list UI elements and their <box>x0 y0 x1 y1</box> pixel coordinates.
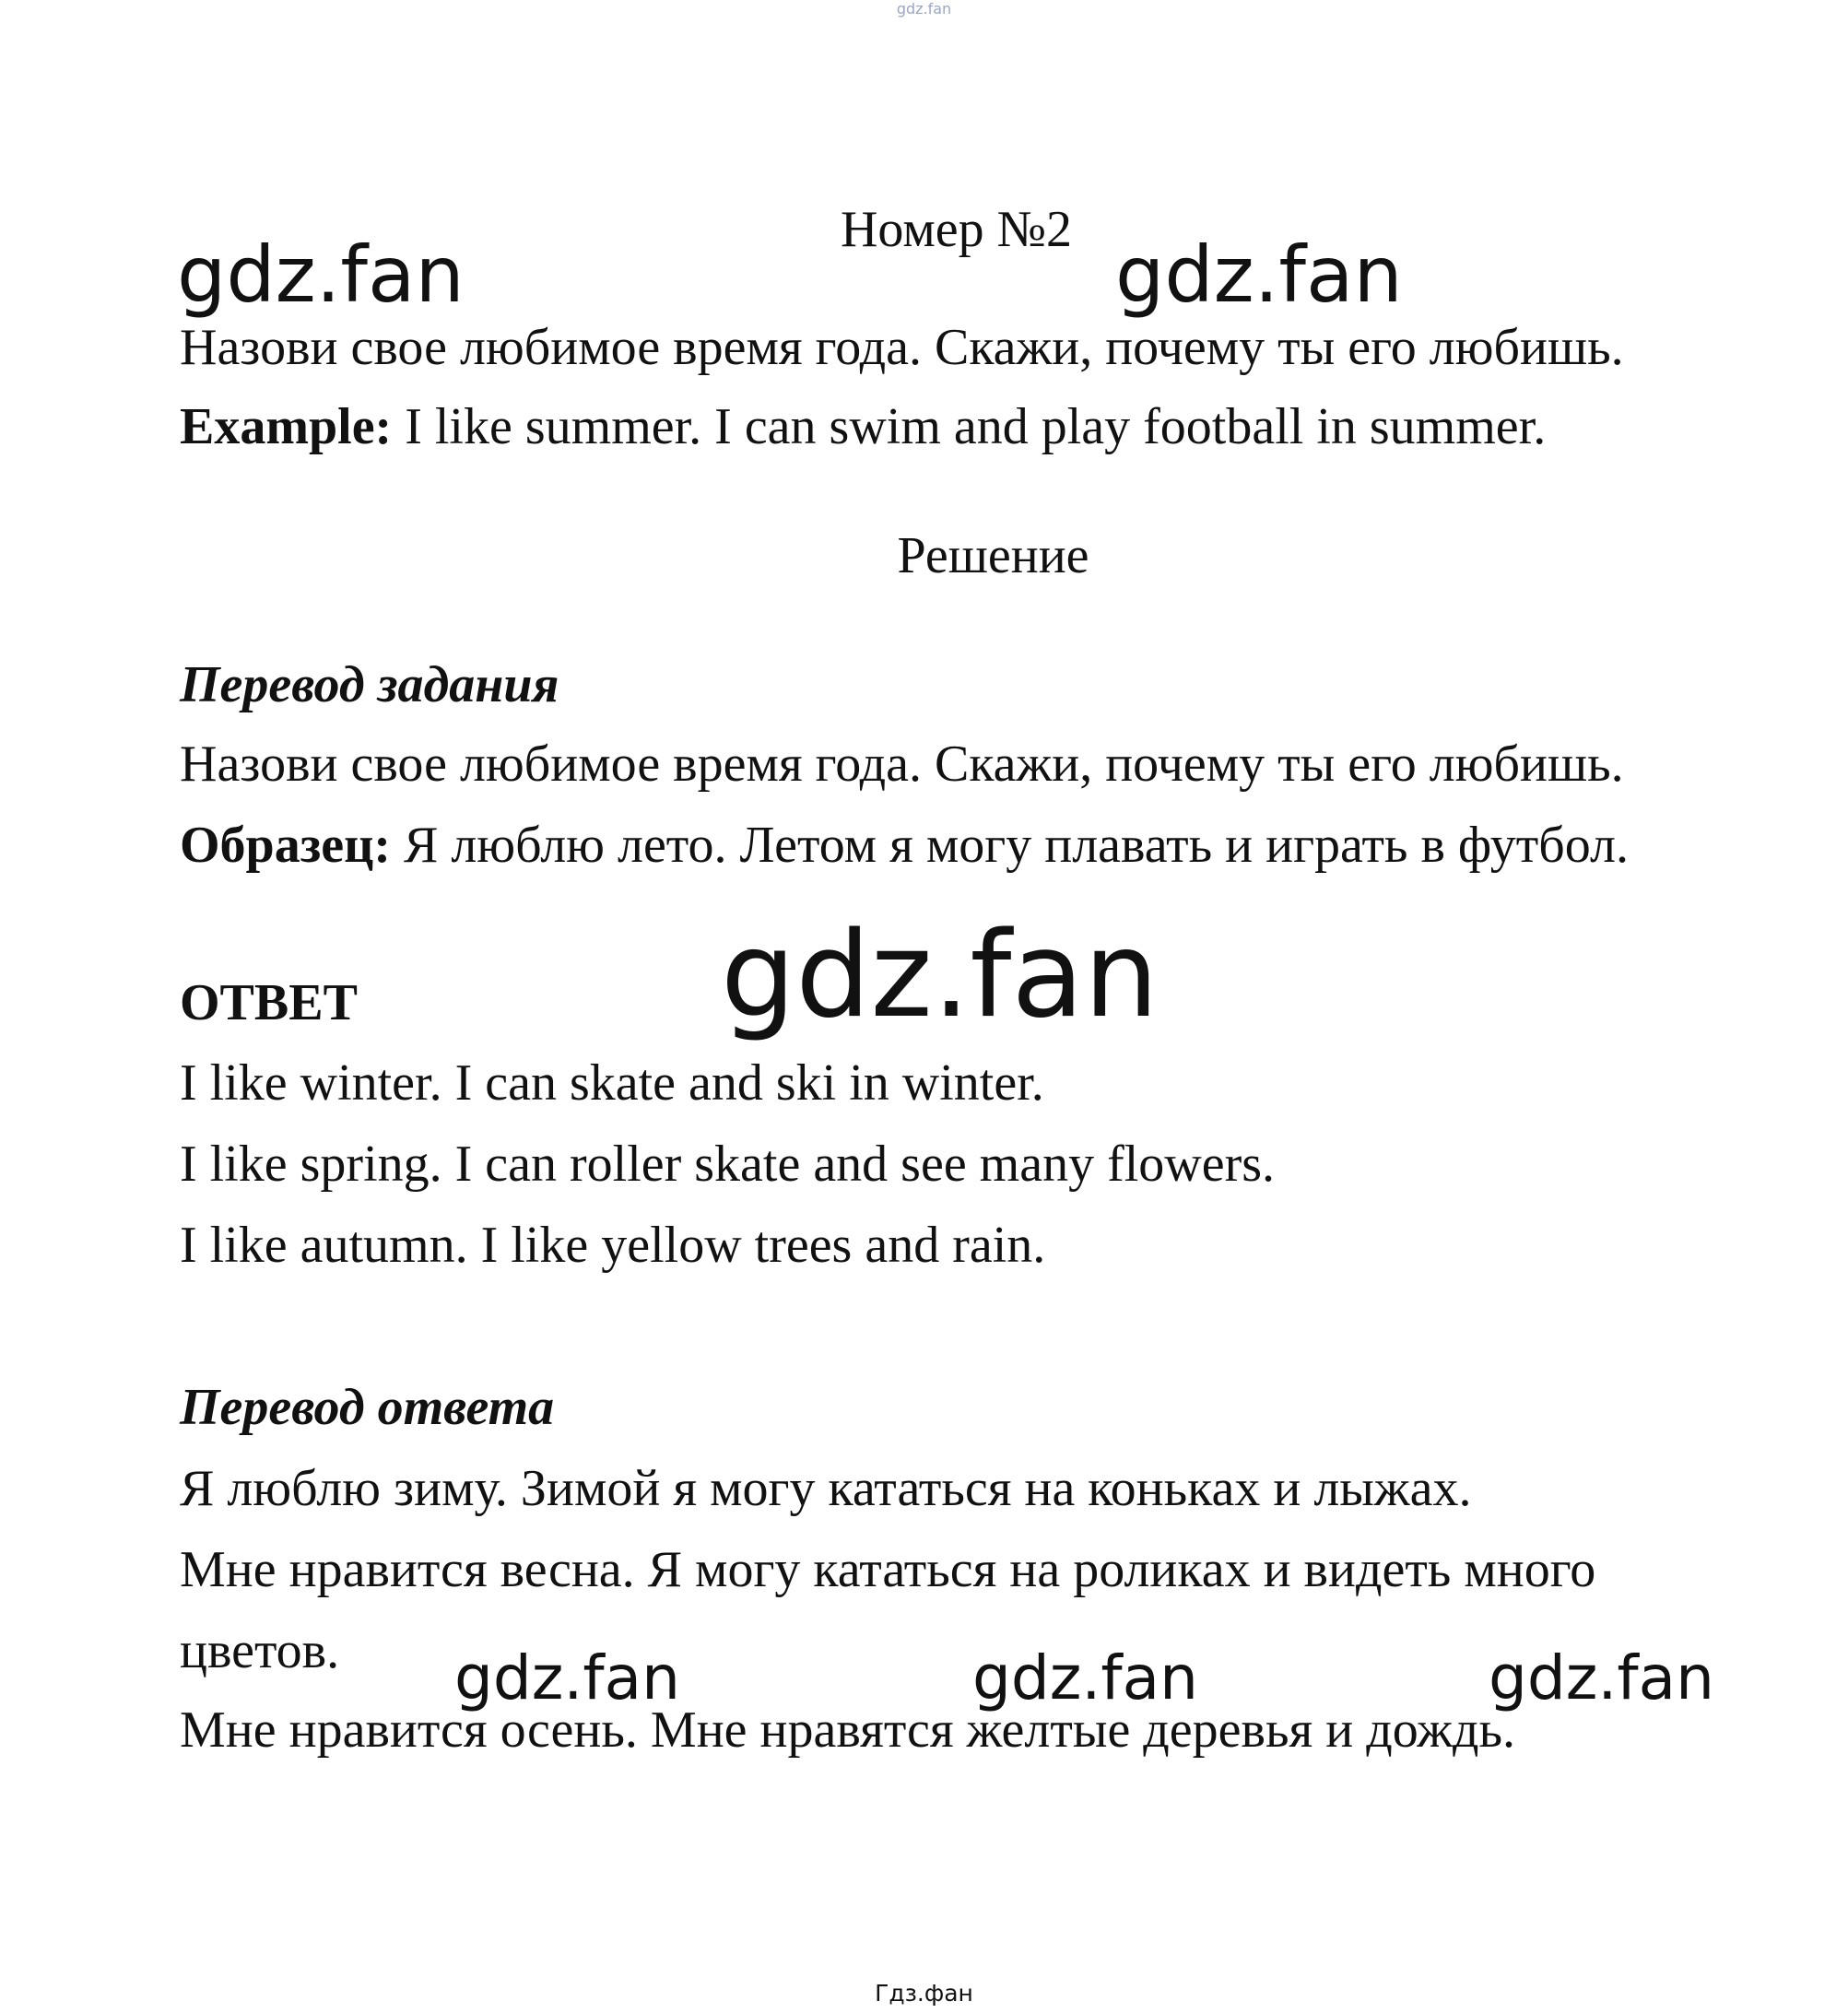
answer-translation-line: Я люблю зиму. Зимой я могу кататься на коньках и лыжах. <box>180 1460 1472 1517</box>
task-translation-text: Назови свое любимое время года. Скажи, почему ты его любишь. <box>180 736 1624 793</box>
watermark: gdz.fan <box>1115 230 1403 320</box>
answer-line: I like spring. I can roller skate and see many flowers. <box>180 1136 1276 1193</box>
watermark: gdz.fan <box>177 230 465 320</box>
sample-label: Образец: <box>180 817 391 874</box>
example-text: I like summer. I can swim and play football in summer. <box>392 398 1547 455</box>
task-translation-heading: Перевод задания <box>180 656 559 713</box>
page-title: Номер №2 <box>840 201 1073 258</box>
sample-text: Я люблю лето. Летом я могу плавать и играть в футбол. <box>390 817 1629 874</box>
footer-label: Гдз.фан <box>875 1980 973 2007</box>
example-line <box>180 396 1546 458</box>
example-label: Example: <box>180 398 393 455</box>
answer-line: I like autumn. I like yellow trees and rain. <box>180 1217 1046 1274</box>
answer-translation-heading: Перевод ответа <box>180 1379 555 1436</box>
watermark: gdz.fan <box>972 1642 1198 1713</box>
watermark-large: gdz.fan <box>721 907 1159 1044</box>
top-watermark: gdz.fan <box>896 0 952 18</box>
answer-translation-line: Мне нравится весна. Я могу кататься на роликах и видеть много <box>180 1541 1596 1598</box>
watermark: gdz.fan <box>454 1642 680 1713</box>
task-text: Назови свое любимое время года. Скажи, почему ты его любишь. <box>180 319 1624 376</box>
answer-translation-line-continued: цветов. <box>180 1622 340 1679</box>
sample-line <box>180 815 1629 877</box>
answer-line: I like winter. I can skate and ski in winter. <box>180 1054 1044 1112</box>
solution-heading: Решение <box>897 527 1089 584</box>
watermark: gdz.fan <box>1489 1642 1714 1713</box>
answer-heading: ОТВЕТ <box>180 974 358 1031</box>
answer-translation-line: Мне нравится осень. Мне нравятся желтые деревья и дождь. <box>180 1701 1516 1759</box>
